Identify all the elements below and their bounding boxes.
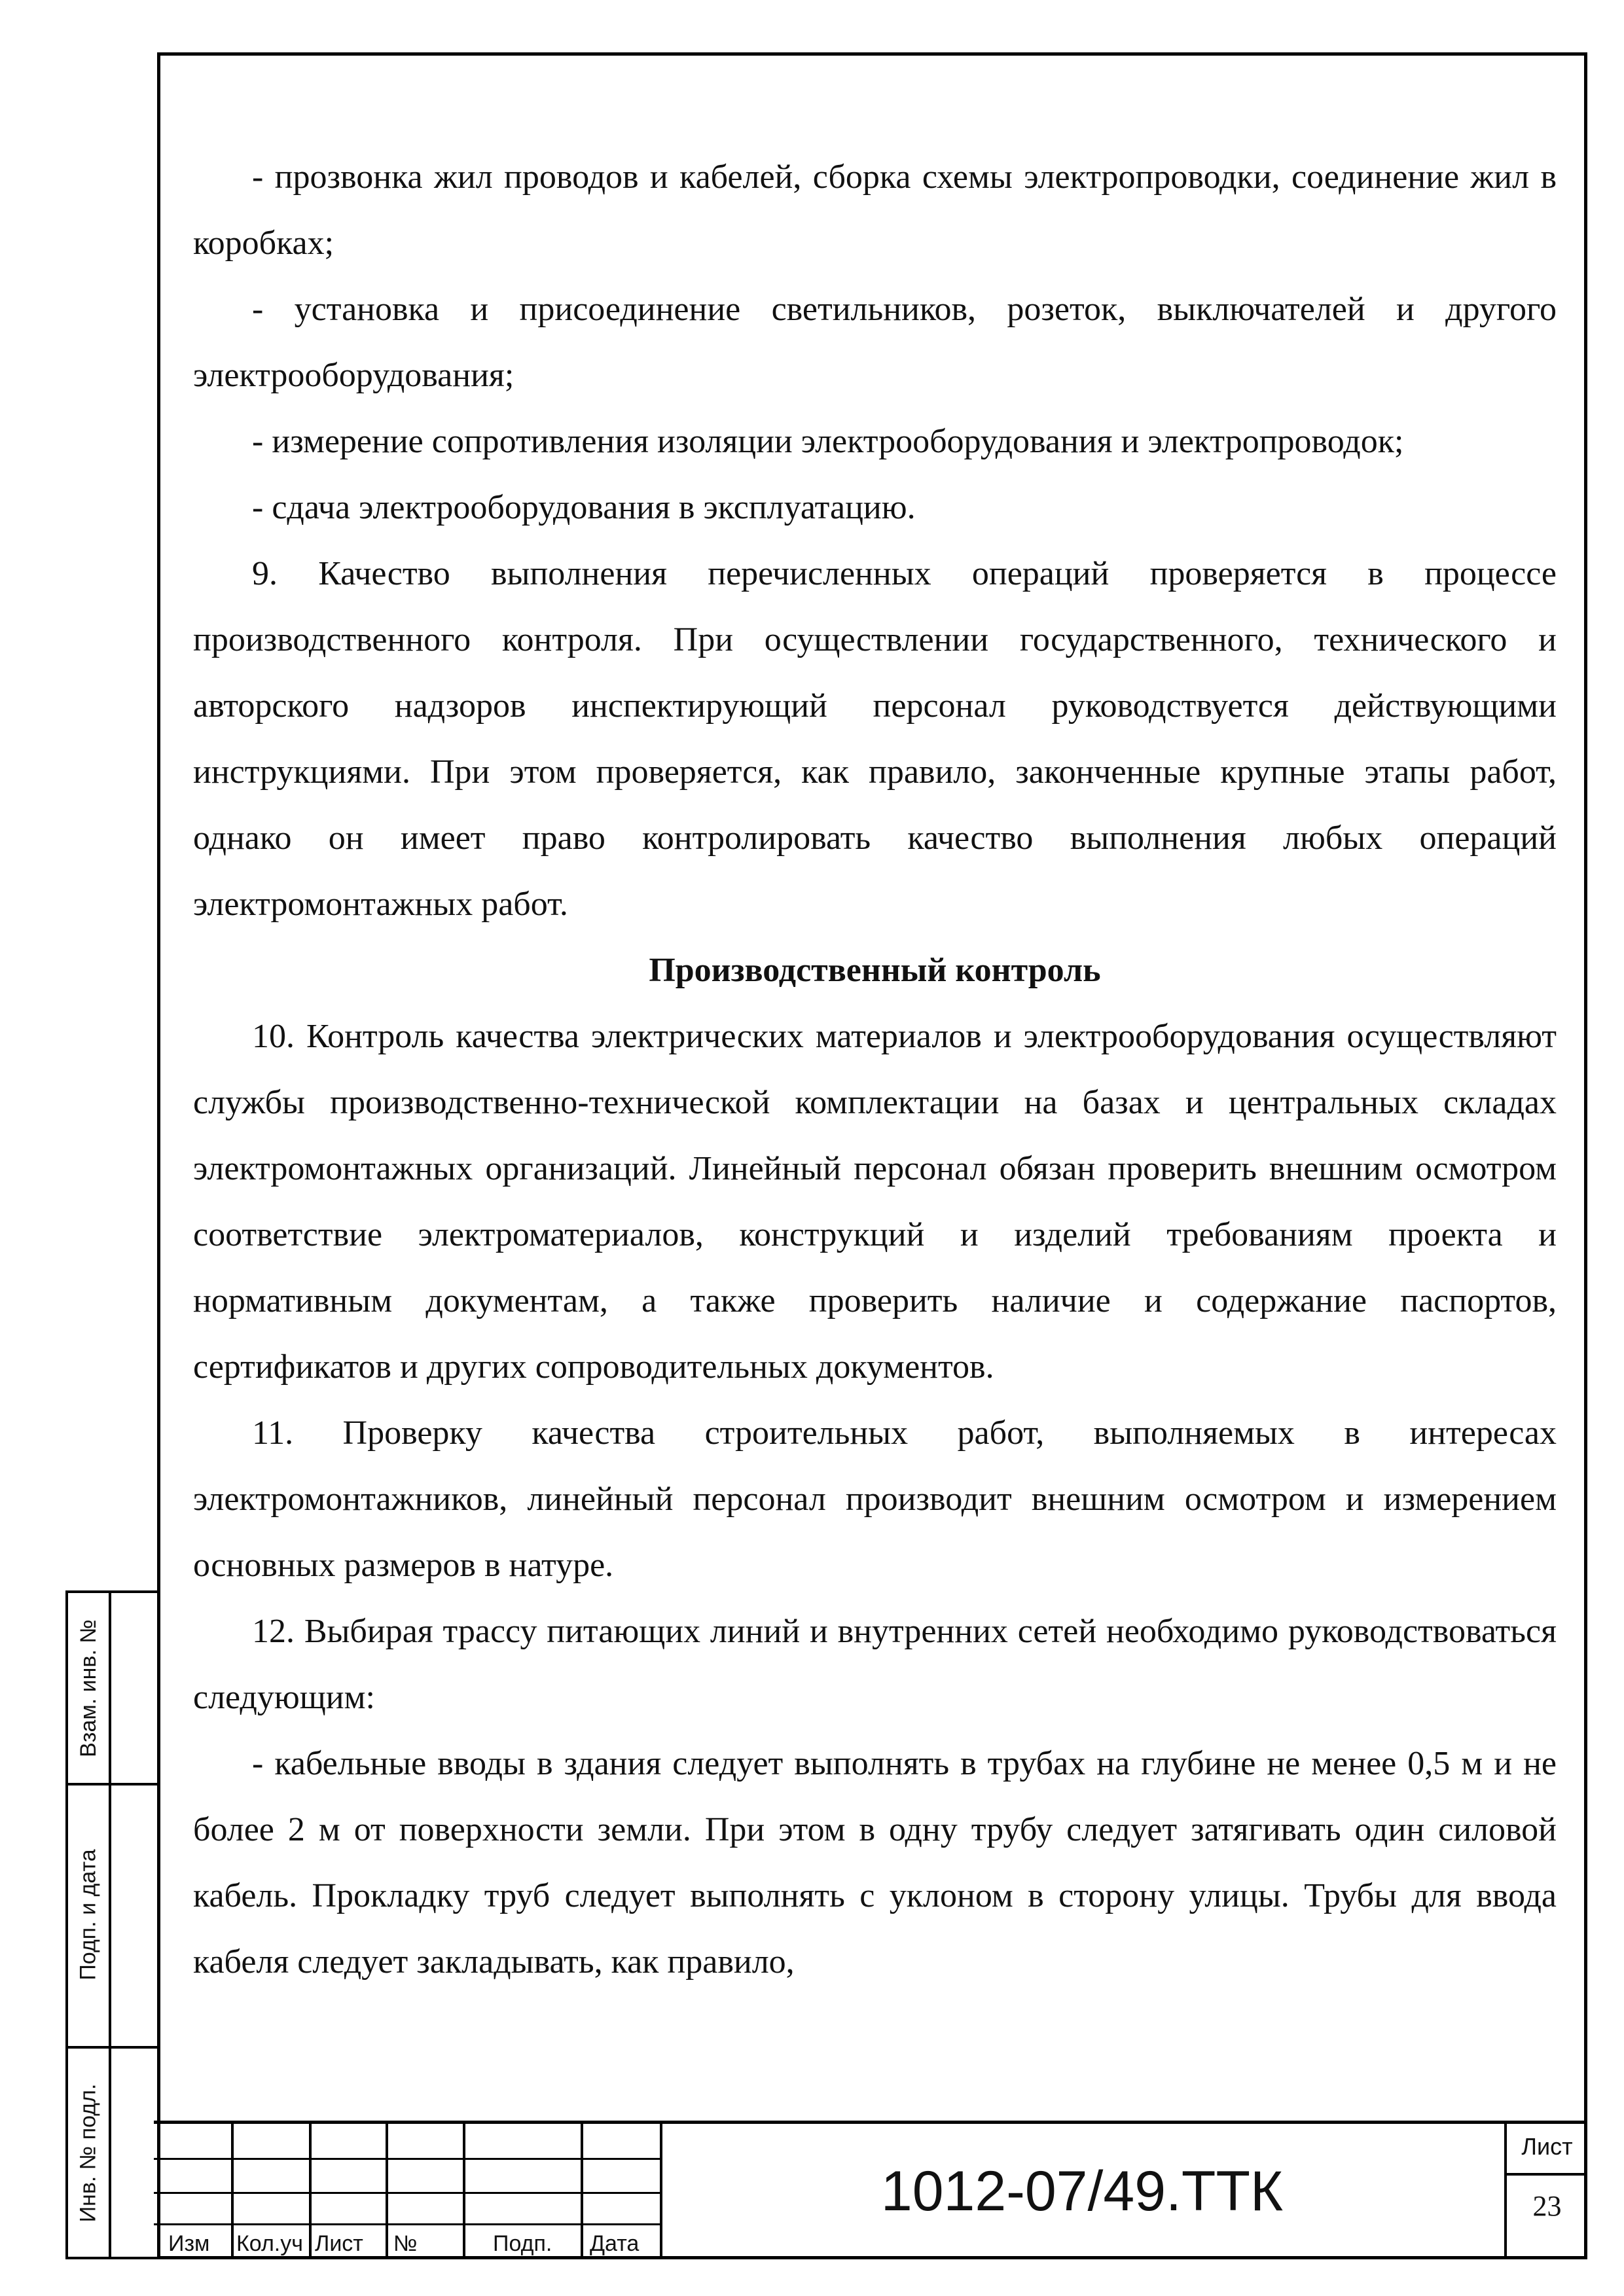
side-stamp (65, 1590, 157, 2259)
revision-grid (154, 2124, 660, 2259)
column-label-date: Дата (590, 2231, 640, 2256)
column-label-kol: Кол.уч (236, 2231, 303, 2256)
paragraph: 11. Проверку качества строительных работ, выполняемых в интересах электромонтажников, линейный персонал производит внешним осмотром и измерением основных размеров в натуре. (193, 1414, 1557, 1584)
side-stamp-sign-date: Подп. и дата (75, 1848, 101, 1981)
paragraph: - кабельные вводы в здания следует выполнять в трубах на глубине не менее 0,5 м и не более 2 м от поверхности земли. При этом в одну трубу следует затягивать один силовой кабель. Прокладку труб следует выполнять с уклоном в сторону улицы. Трубы для ввода кабеля следует закладывать, как правило, (193, 1745, 1557, 1981)
paragraph: - установка и присоединение светильников, розеток, выключателей и другого электрооборудования; (193, 291, 1557, 394)
paragraph: - прозвонка жил проводов и кабелей, сборка схемы электропроводки, соединение жил в коробках; (193, 158, 1557, 262)
title-block (154, 2121, 1587, 2259)
column-label-number: № (393, 2231, 418, 2256)
column-label-list: Лист (315, 2231, 363, 2256)
grid-line (309, 2124, 312, 2259)
side-stamp-divider (109, 1593, 111, 2257)
grid-line (386, 2124, 388, 2259)
grid-line (154, 2158, 660, 2160)
column-label-izm: Изм (168, 2231, 210, 2256)
paragraph: 9. Качество выполнения перечисленных операций проверяется в процессе производственного контроля. При осуществлении государственного, технического и авторского надзоров инспектирующий персонал руководствуется действующими инструкциями. При этом проверяется, как правило, законченные крупные этапы работ, однако он имеет право контролировать качество выполнения любых операций электромонтажных работ. (193, 555, 1557, 923)
sheet-divider (1507, 2173, 1587, 2176)
side-stamp-inv-orig: Инв. № подл. (75, 2083, 101, 2222)
grid-line (231, 2124, 234, 2259)
sheet-box (1504, 2124, 1587, 2259)
grid-line (154, 2223, 660, 2225)
side-stamp-inv-no: Взам. инв. № (75, 1619, 101, 1757)
grid-line (154, 2192, 660, 2194)
paragraph: - сдача электрооборудования в эксплуатацию. (252, 489, 916, 526)
section-heading: Производственный контроль (649, 952, 1101, 989)
document-body (193, 144, 1557, 1995)
paragraph: 10. Контроль качества электрических материалов и электрооборудования осуществляют службы производственно-технической комплектации на базах и центральных складах электромонтажных организаций. Линейный персонал обязан проверить внешним осмотром соответствие электроматериалов, конструкций и изделий требованиям проекта и нормативным документам, а также проверить наличие и содержание паспортов, сертификатов и других сопроводительных документов. (193, 1018, 1557, 1386)
column-label-sign: Подп. (493, 2231, 552, 2256)
paragraph: - измерение сопротивления изоляции электрооборудования и электропроводок; (252, 423, 1404, 460)
sheet-number: 23 (1532, 2190, 1562, 2222)
document-code: 1012-07/49.ТТК (880, 2160, 1284, 2223)
sheet-label: Лист (1521, 2133, 1573, 2160)
grid-line (463, 2124, 465, 2259)
grid-line (581, 2124, 583, 2259)
paragraph: 12. Выбирая трассу питающих линий и внутренних сетей необходимо руководствоваться следующим: (193, 1613, 1557, 1716)
